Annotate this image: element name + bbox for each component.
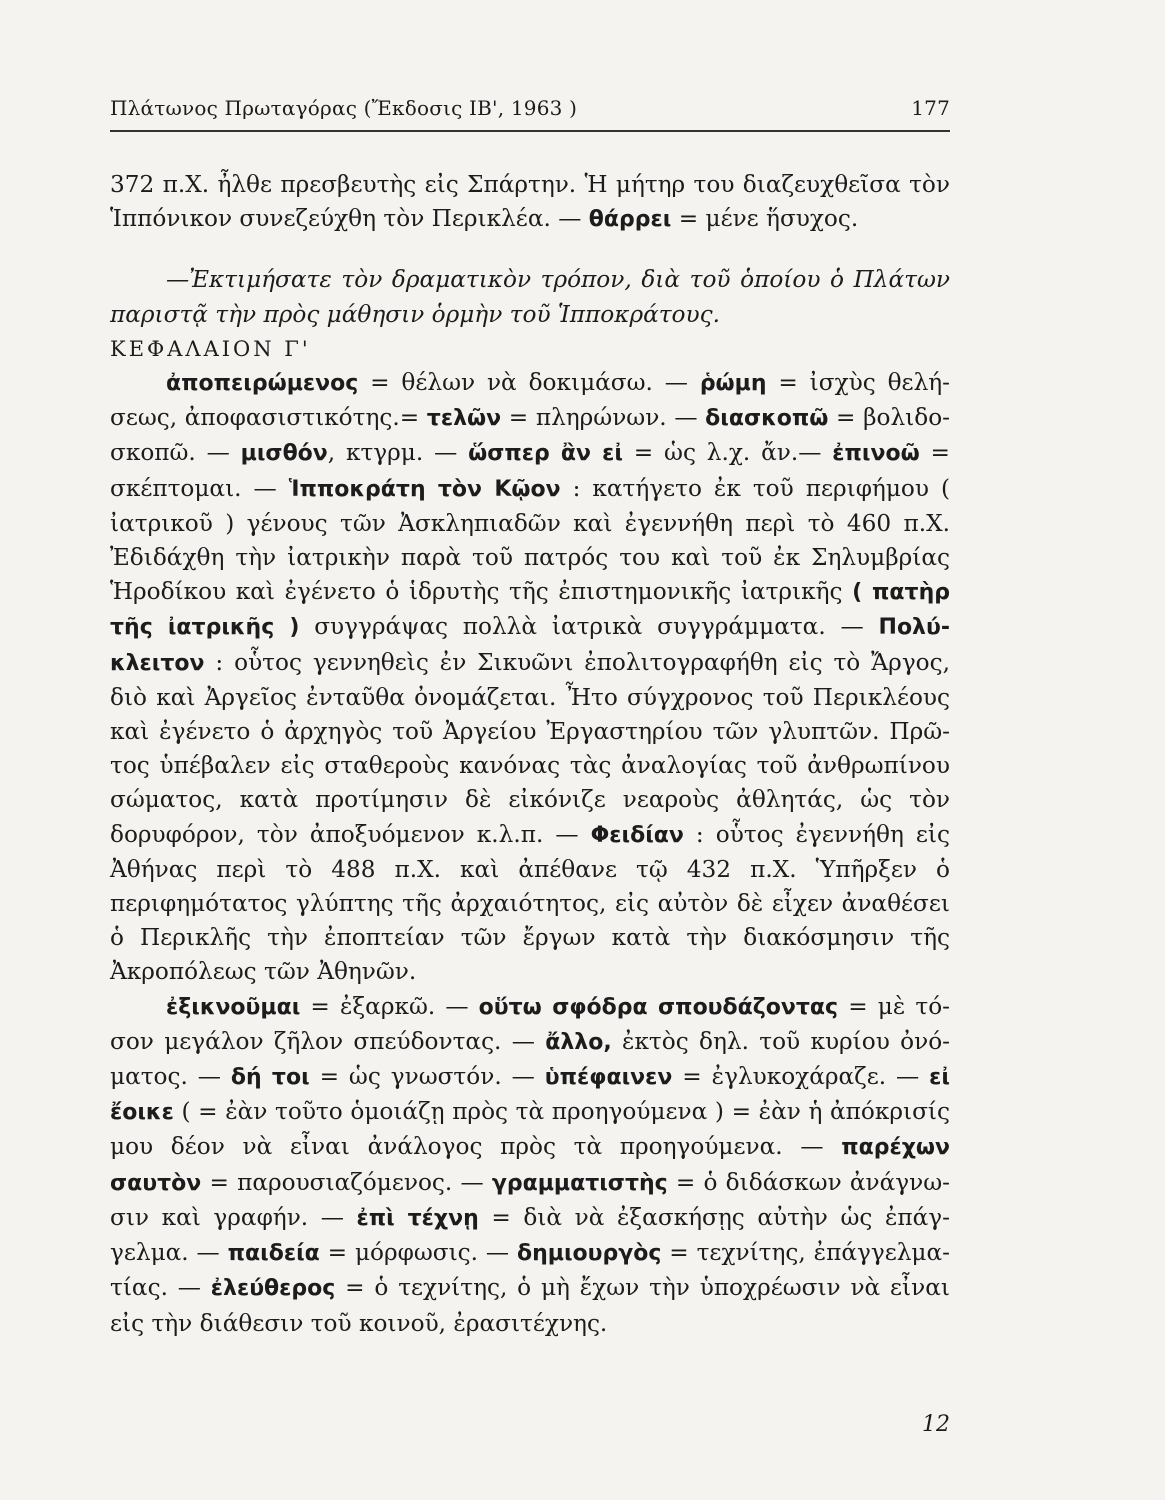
glossary-term: οὕτω σφόδρα σπουδάζοντας bbox=[478, 994, 839, 1020]
glossary-term: παιδεία bbox=[227, 1241, 320, 1267]
glossary-term: εἰ ἔοικε bbox=[110, 1065, 950, 1126]
intro-paragraph bbox=[110, 168, 950, 237]
glossary-text: = ἐγλυκοχάραζε. — bbox=[672, 1063, 930, 1091]
glossary-term: ῥώμη bbox=[699, 371, 767, 397]
glossary-term: τελῶν bbox=[426, 406, 502, 432]
glossary-term: ἄλλο, bbox=[545, 1029, 612, 1055]
glossary-text: = σκέπτομαι. — bbox=[110, 439, 950, 502]
glossary-text: = θέλων νὰ δοκιμάσω. — bbox=[358, 369, 700, 397]
glossary-paragraph-2 bbox=[110, 990, 950, 1341]
intro-term: θάρρει bbox=[588, 207, 672, 233]
glossary-term: ἐλεύθερος bbox=[210, 1276, 336, 1302]
glossary-text: = πληρώνων. — bbox=[501, 404, 706, 432]
glossary-text: = ὁ τεχνίτης, ὁ μὴ ἔχων τὴν ὑποχρέωσιν νὰ εἶναι εἰς τὴν διάθεσιν τοῦ κοινοῦ, ἐρασιτέχνης. bbox=[110, 1274, 950, 1337]
glossary-text: = παρουσιαζόμενος. — bbox=[201, 1168, 492, 1196]
intro-definition: = μένε ἥσυχος. bbox=[671, 205, 859, 233]
glossary-term: διασκοπῶ bbox=[705, 406, 829, 432]
glossary-term: Πολύκλειτον bbox=[110, 615, 950, 676]
glossary-term: ὥσπερ ἂν εἰ bbox=[468, 441, 623, 467]
glossary-text: : κατήγετο ἐκ τοῦ περιφήμου ( ἰατρικοῦ ) γένους τῶν Ἀσκληπιαδῶν καὶ ἐγεννήθη περὶ τὸ 460 π.Χ. Ἐδιδάχθη τὴν ἰατρικὴν παρὰ τοῦ πατρός του καὶ τοῦ ἐκ Σηλυμβρίας Ἡροδίκου καὶ ἐγένετο ὁ ἱδρυτὴς τῆς ἐπιστημονικῆς ἰατρικῆς bbox=[110, 474, 950, 606]
glossary-term: παρέχων σαυτὸν bbox=[110, 1135, 950, 1196]
glossary-text: = ἰσχὺς θελήσεως, ἀποφασιστικότης.= bbox=[110, 369, 950, 432]
glossary-term: δή τοι bbox=[230, 1065, 310, 1091]
glossary-text: : οὗτος ἐγεννήθη εἰς Ἀθήνας περὶ τὸ 488 π.Χ. καὶ ἀπέθανε τῷ 432 π.Χ. Ὑπῆρξεν ὁ περιφημότατος γλύπτης τῆς ἀρχαιότητος, εἰς αὐτὸν δὲ εἶχεν ἀναθέσει ὁ Περικλῆς τὴν ἐποπτείαν τῶν ἔργων κατὰ τὴν διακόσμησιν τῆς Ἀκροπόλεως τῶν Ἀθηνῶν. bbox=[110, 820, 950, 986]
glossary-term: ἐξικνοῦμαι bbox=[166, 994, 301, 1020]
glossary-term: ὑπέφαινεν bbox=[544, 1065, 673, 1091]
glossary-term: ἀποπειρώμενος bbox=[166, 371, 359, 397]
header-rule bbox=[110, 130, 950, 132]
glossary-text: , κτγρμ. — bbox=[327, 439, 469, 467]
glossary-term: μισθόν bbox=[240, 441, 328, 467]
glossary-text: : οὗτος γεννηθεὶς ἐν Σικυῶνι ἐπολιτογραφήθη εἰς τὸ Ἄργος, διὸ καὶ Ἀργεῖος ἐνταῦθα ὀνομάζεται. Ἦτο σύγχρονος τοῦ Περικλέους καὶ ἐγένετο ὁ ἀρχηγὸς τοῦ Ἀργείου Ἐργαστηρίου τῶν γλυπτῶν. Πρῶτος ὑπέβαλεν εἰς σταθεροὺς κανόνας τὰς ἀναλογίας τοῦ ἀνθρωπίνου σώματος, κατὰ προτίμησιν δὲ εἰκόνιζε νεαροὺς ἀθλητάς, ὡς τὸν δορυφόρον, τὸν ἀποξυόμενον κ.λ.π. — bbox=[110, 648, 950, 848]
running-header bbox=[110, 96, 950, 120]
glossary-text: = ἐξαρκῶ. — bbox=[300, 992, 479, 1020]
glossary-text: = ὁ διδάσκων ἀνάγνωσιν καὶ γραφήν. — bbox=[110, 1168, 950, 1231]
glossary-term: ἐπινοῶ bbox=[832, 441, 920, 467]
glossary-text: ( = ἐὰν τοῦτο ὁμοιάζῃ πρὸς τὰ προηγούμενα ) = ἐὰν ἡ ἀπόκρισίς μου δέον νὰ εἶναι ἀνάλογος πρὸς τὰ προηγούμενα. — bbox=[110, 1098, 950, 1161]
glossary-term: ἐπὶ τέχνῃ bbox=[356, 1205, 479, 1231]
glossary-text: = ὡς λ.χ. ἄν.— bbox=[622, 439, 833, 467]
glossary-term: Ἱπποκράτη τὸν Κῷον bbox=[288, 476, 561, 502]
glossary-text: = μὲ τόσον μεγάλον ζῆλον σπεύδοντας. — bbox=[110, 992, 951, 1055]
signature-mark: 12 bbox=[922, 1412, 950, 1437]
glossary-term: ( πατὴρ τῆς ἰατρικῆς ) bbox=[110, 580, 950, 641]
study-question: —Ἐκτιμήσατε τὸν δραματικὸν τρόπον, διὰ τοῦ ὁποίου ὁ Πλάτων παριστᾷ τὴν πρὸς μάθησιν ὁρμὴν τοῦ Ἱπποκράτους. bbox=[110, 266, 950, 328]
glossary-text: = τεχνίτης, ἐπάγγελματίας. — bbox=[110, 1239, 950, 1302]
glossary-term: γραμματιστὴς bbox=[491, 1170, 668, 1196]
page-body bbox=[110, 168, 950, 1341]
glossary-paragraph-1 bbox=[110, 366, 950, 990]
page-number: 177 bbox=[911, 96, 950, 120]
spacer bbox=[110, 237, 950, 263]
glossary-text: = βολιδοσκοπῶ. — bbox=[110, 404, 950, 467]
glossary-term: Φειδίαν bbox=[590, 822, 684, 848]
glossary-text: = ὡς γνωστόν. — bbox=[309, 1063, 545, 1091]
glossary-text: συγγράψας πολλὰ ἰατρικὰ συγγράμματα. — bbox=[299, 613, 879, 641]
chapter-title: ΚΕΦΑΛΑΙΟΝ Γ' bbox=[110, 336, 311, 361]
glossary-term: δημιουργὸς bbox=[517, 1241, 662, 1267]
glossary-text: ἐκτὸς δηλ. τοῦ κυρίου ὀνόματος. — bbox=[110, 1027, 950, 1091]
running-header-title: Πλάτωνος Πρωταγόρας (Ἔκδοσις ΙΒ', 1963 ) bbox=[110, 96, 578, 120]
glossary-text: = μόρφωσις. — bbox=[319, 1239, 517, 1267]
intro-text: 372 π.Χ. ἦλθε πρεσβευτὴς εἰς Σπάρτην. Ἡ μήτηρ του διαζευχθεῖσα τὸν Ἱππόνικον συνεζεύχθη τὸν Περικλέα. — bbox=[110, 171, 950, 233]
glossary-text: = διὰ νὰ ἐξασκήσῃς αὐτὴν ὡς ἐπάγγελμα. — bbox=[110, 1203, 950, 1267]
